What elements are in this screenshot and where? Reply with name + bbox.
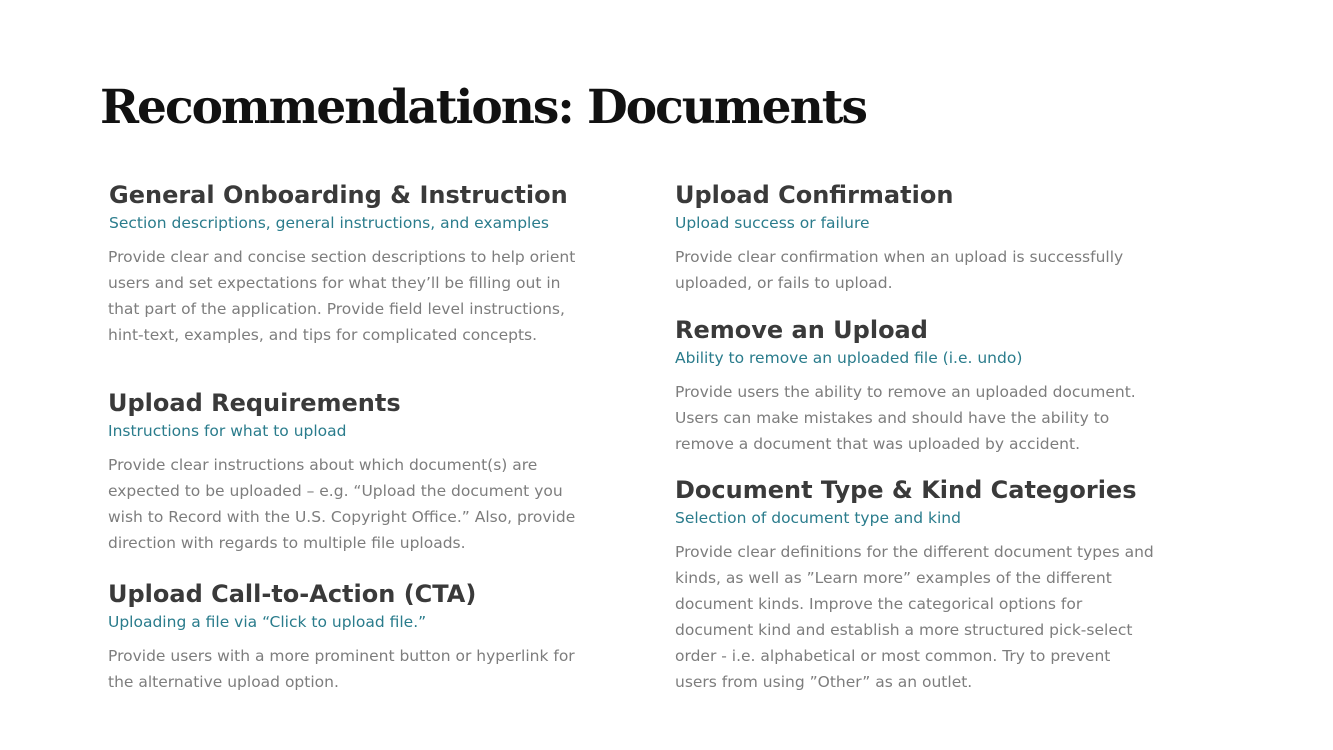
section-body: Provide clear instructions about which document(s) are expected to be uploaded – e.g. “Upload the document you wish to Record with the U.S. Copyright Office.” Also, provide direction with regards to multiple file uploads. <box>108 456 576 552</box>
section-document-type-kind <box>675 475 1155 695</box>
section-heading: Upload Confirmation <box>675 181 954 209</box>
section-upload-requirements <box>108 388 578 556</box>
section-heading: Upload Requirements <box>108 389 401 417</box>
section-subheading: Ability to remove an uploaded file (i.e. undo) <box>675 349 1023 367</box>
page-title: Recommendations: Documents <box>100 80 866 135</box>
section-general-onboarding <box>109 180 579 348</box>
section-upload-cta <box>108 579 578 695</box>
section-subheading: Uploading a file via “Click to upload file.” <box>108 613 427 631</box>
section-remove-upload <box>675 315 1155 457</box>
section-body: Provide users with a more prominent button or hyperlink for the alternative upload option. <box>108 647 575 691</box>
section-subheading: Section descriptions, general instructions, and examples <box>109 214 549 232</box>
section-heading: General Onboarding & Instruction <box>109 181 568 209</box>
section-subheading: Selection of document type and kind <box>675 509 961 527</box>
section-subheading: Upload success or failure <box>675 214 870 232</box>
section-heading: Document Type & Kind Categories <box>675 476 1137 504</box>
section-body: Provide users the ability to remove an uploaded document. Users can make mistakes and should have the ability to remove a document that was uploaded by accident. <box>675 383 1136 453</box>
section-body: Provide clear definitions for the different document types and kinds, as well as ”Learn more” examples of the different document kinds. Improve the categorical options for document kind and establish a more structured pick-select order - i.e. alphabetical or most common. Try to prevent users from using ”Other” as an outlet. <box>675 543 1154 691</box>
section-body: Provide clear and concise section descriptions to help orient users and set expectations for what they’ll be filling out in that part of the application. Provide field level instructions, hint-text, examples, and tips for complicated concepts. <box>108 248 576 344</box>
section-heading: Remove an Upload <box>675 316 928 344</box>
section-heading: Upload Call-to-Action (CTA) <box>108 580 477 608</box>
section-subheading: Instructions for what to upload <box>108 422 347 440</box>
section-body: Provide clear confirmation when an upload is successfully uploaded, or fails to upload. <box>675 248 1124 292</box>
section-upload-confirmation <box>675 180 1155 296</box>
